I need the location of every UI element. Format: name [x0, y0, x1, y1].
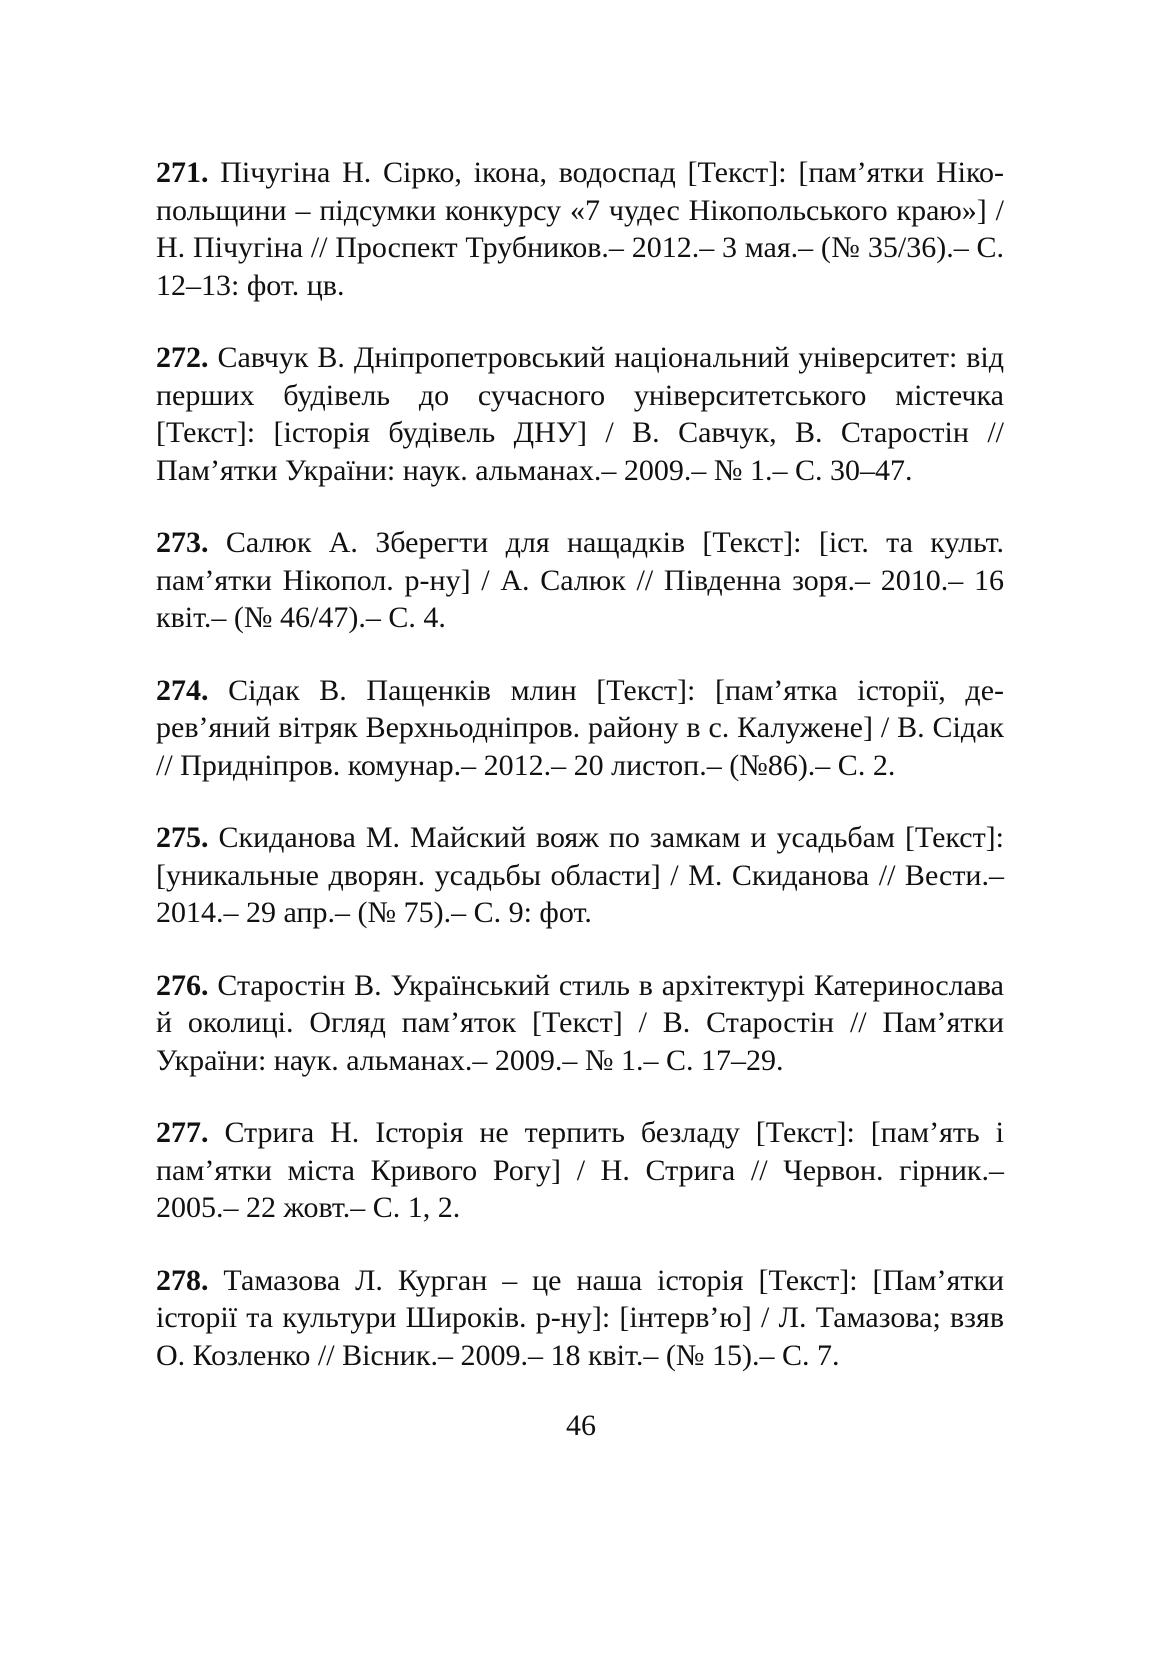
entry-number: 274. [156, 673, 209, 707]
page-number: 46 [566, 1409, 596, 1442]
entry-text: Старостін В. Український стиль в архітектурі Катеринослава й околиці. Огляд пам’яток [Текст] / В. Старостін // Пам’ятки України: наук. альманах.– 2009.– № 1.– С. 17–29. [156, 968, 1004, 1077]
entry-number: 278. [156, 1263, 209, 1297]
bibliography-entry [156, 339, 1004, 489]
bibliography-entry [156, 819, 1004, 932]
entry-number: 271. [156, 156, 209, 189]
entry-text: Сідак В. Пащенків млин [Текст]: [пам’ятка історії, дерев’яний вітряк Верхньодніпров. району в с. Калужене] / В. Сідак // Придніпров. комунар.– 2012.– 20 листоп.– (№86).– С. 2. [156, 673, 1005, 782]
entry-text: Салюк А. Зберегти для нащадків [Текст]: [іст. та культ. пам’ятки Нікопол. р-ну] / А. Салюк // Південна зоря.– 2010.– 16 квіт.– (№ 46/47).– С. 4. [156, 526, 1004, 634]
entry-text: Стрига Н. Історія не терпить безладу [Текст]: [пам’ять і пам’ятки міста Кривого Рогу] / Н. Стрига // Червон. гірник.– 2005.– 22 жовт.– С. 1, 2. [156, 1116, 1004, 1224]
entry-number: 272. [156, 341, 209, 374]
entry-number: 277. [156, 1116, 209, 1149]
bibliography-entry [156, 672, 1004, 785]
entry-text: Тамазова Л. Курган – це наша історія [Текст]: [Пам’ятки історії та культури Широків. р-ну]: [інтерв’ю] / Л. Тамазова; взяв О. Козленко // Вісник.– 2009.– 18 квіт.– (№ 15).– С. 7. [156, 1263, 1004, 1372]
bibliography-entry [156, 154, 1004, 304]
entry-number: 275. [156, 821, 209, 854]
entry-text: Пічугіна Н. Сірко, ікона, водоспад [Текст]: [пам’ятки Нікопольщини – підсумки конкурсу «7 чудес Нікопольського краю»] / Н. Пічугіна // Проспект Трубников.– 2012.– 3 мая.– (№ 35/36).– С. 12–13: фот. цв. [156, 156, 1005, 302]
entry-text: Скиданова М. Майский вояж по замкам и усадьбам [Текст]: [уникальные дворян. усадьбы области] / М. Скиданова // Вести.– 2014.– 29 апр.– (№ 75).– С. 9: фот. [156, 821, 1005, 929]
entry-text: Савчук В. Дніпропетровський національний університет: від перших будівель до сучасного університетського містечка [Текст]: [історія будівель ДНУ] / В. Савчук, В. Старостін // Пам’ятки України: наук. альманах.– 2009.– № 1.– С. 30–47. [156, 341, 1005, 487]
bibliography-entry [156, 524, 1004, 637]
entry-number: 276. [156, 968, 209, 1002]
bibliography-entry [156, 967, 1004, 1080]
bibliography-list [156, 154, 1004, 1409]
entry-number: 273. [156, 526, 209, 559]
bibliography-entry [156, 1262, 1004, 1375]
bibliography-entry [156, 1114, 1004, 1227]
